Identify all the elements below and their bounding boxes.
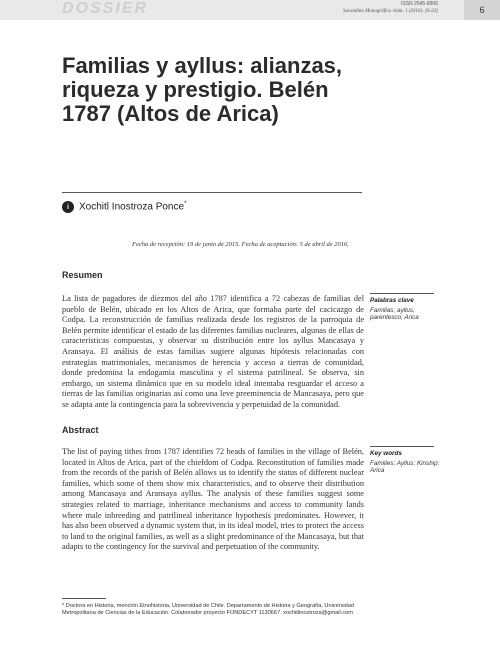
author-note-marker: * <box>184 201 187 208</box>
resumen-heading: Resumen <box>62 270 103 280</box>
keywords-divider <box>370 446 434 447</box>
palabras-clave-list: Familias; ayllus; parentesco; Arica <box>370 306 419 322</box>
author-footnote: * Doctora en Historia, mención Etnohistoria, Universidad de Chile. Departamento de Historia y Geografía, Universidad Metropolitana de Ciencias de la Educación. Colaborador proyecto FONDECYT 1130667. xochitlinostroza@gmail.com <box>62 603 354 617</box>
key-words-list: Families; Ayllus; Kinship; Arica <box>370 459 440 475</box>
abstract-body: The list of paying tithes from 1787 identifies 72 heads of families in the village of Belén, located in Altos de Arica, part of the chiefdom of Codpa. Reconstitution of families made from the records of the parish of Belén allows us to identify the status of different nuclear families, which some of them show mix characteristics, and to observe their distribution among Mancasaya and Aransaya ayllus. The analysis of these families suggest some strategies related to marriage, inheritance mechanisms and access to community lands where male inbreeding and patrilineal inheritance hypothesis predominates. However, it has also been observed a dynamic system that, in its ideal model, tries to protect the access to land to the original families, as well as a slight predominance of the Mancasaya, but that adapts to the contingency for the survival and perpetuation of the community. <box>62 447 364 552</box>
author-name-text: Xochitl Inostroza Ponce <box>79 201 185 213</box>
author-row <box>62 201 186 213</box>
resumen-body: La lista de pagadores de diezmos del año 1787 identifica a 72 cabezas de familias del pueblo de Belén, ubicado en los Altos de Arica, que formaba parte del cacicazgo de Codpa. La reconstrucción de familias realizada desde los registros de la parroquia de Belén permite identificar el estado de las diferentes familias nucleares, algunas de ellas de características compuestas, y observar su distribución entre los ayllus Mancasaya y Aransaya. El análisis de estas familias sugiere algunas hipótesis relacionadas con estrategias matrimoniales, mecanismos de herencia y acceso a tierras de comunidad, donde predomina la endogamia masculina y el sistema patrilineal. Se observa, sin embargo, un sistema dinámico que en su modelo ideal intentaba resguardar el acceso a tierras de las familias originarias así como una leve preeminencia de Mancasaya, pero que se adapta ante la contingencia para la sobrevivencia y perpetuidad de la comunidad. <box>62 294 364 409</box>
footnote-divider <box>62 598 106 599</box>
key-words-box <box>370 446 440 475</box>
palabras-clave-title: Palabras clave <box>370 297 414 304</box>
key-words-title: Key words <box>370 450 402 457</box>
orcid-icon[interactable]: i <box>62 201 74 213</box>
section-label: DOSSIER <box>62 0 149 17</box>
title-divider <box>62 192 362 193</box>
issn: ISSN 2545-8906 <box>401 1 438 7</box>
keywords-divider <box>370 293 434 294</box>
journal-reference: Surandino Monográfico /núm. 1 (2016): [6-23] <box>343 9 438 14</box>
submission-dates: Fecha de recepción: 19 de junio de 2015. Fecha de aceptación: 5 de abril de 2016. <box>132 241 349 248</box>
author-name <box>79 201 186 212</box>
page-number: 6 <box>464 0 500 20</box>
abstract-heading: Abstract <box>62 425 99 435</box>
palabras-clave-box <box>370 293 440 322</box>
article-title: Familias y ayllus: alianzas, riqueza y prestigio. Belén 1787 (Altos de Arica) <box>62 53 343 126</box>
